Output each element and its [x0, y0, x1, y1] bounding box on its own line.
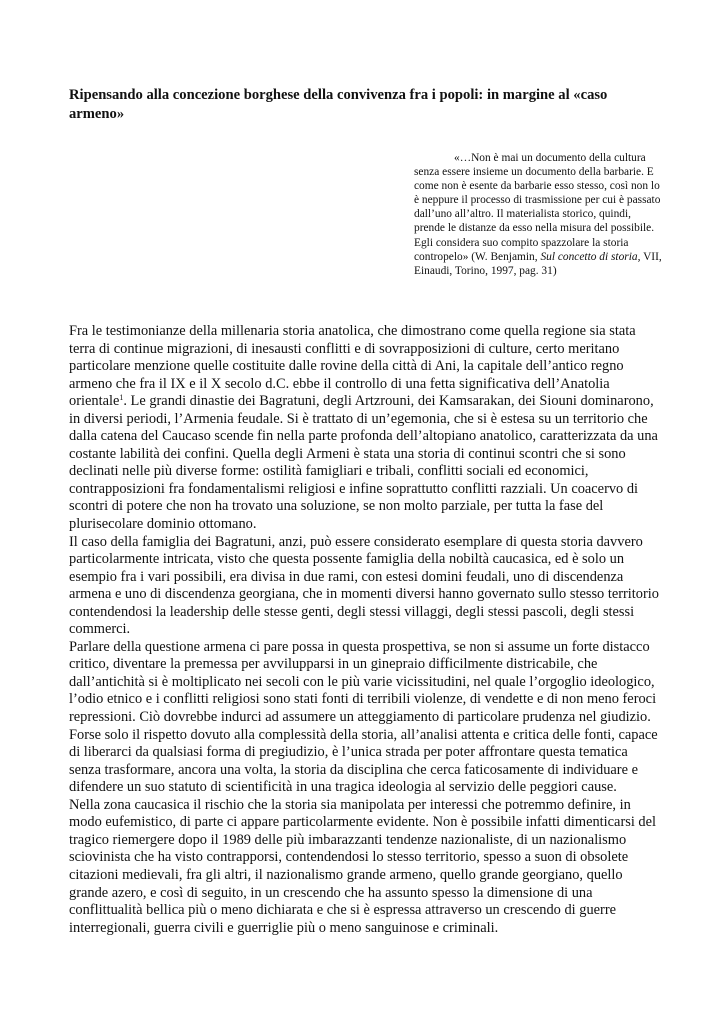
paragraph-3: Parlare della questione armena ci pare possa in questa prospettiva, se non si assume un forte distacco critico, diventare la premessa per avvilupparsi in un ginepraio difficilmente districabile, che dall’antichità si è moltiplicato nei secoli con le più varie vicissitudini, nel quale l’orgoglio ideologico, l’odio etnico e i conflitti religiosi sono stati fonti di terribili violenze, di vendette e di non meno feroci repressioni. Ciò dovrebbe indurci ad assumere un atteggiamento di particolare prudenza nel giudizio. Forse solo il rispetto dovuto alla complessità della storia, all’analisi attenta e critica delle fonti, capace di liberarci da qualsiasi forma di pregiudizio, è l’unica strada per poter affrontare questa tematica senza trasformare, ancora una volta, la storia da disciplina che cerca faticosamente di individuare e difendere un suo statuto di scientificità in una tragica ideologia al servizio delle peggiori cause. — [69, 638, 658, 796]
epigraph-text: «…Non è mai un documento della cultura senza essere insieme un documento della barbarie. E come non è esente da barbarie esso stesso, così non lo è neppure il processo di trasmissione per cui è passato dall’uno all’altro. Il materialista storico, quindi, prende le distanze da esso nella misura del possibile. Egli considera suo compito spazzolare la storia contropelo» (W. Benjamin, — [414, 152, 661, 263]
epigraph-quote — [414, 151, 664, 278]
epigraph-work-title: Sul concetto di storia, — [540, 250, 641, 263]
document-title: Ripensando alla concezione borghese della convivenza fra i popoli: in margine al «caso armeno» — [69, 87, 608, 122]
footnote-reference[interactable]: 1 — [119, 393, 124, 403]
paragraph-2: Il caso della famiglia dei Bagratuni, anzi, può essere considerato esemplare di questa storia davvero particolarmente intricata, visto che questa possente famiglia della nobiltà caucasica, ed è solo un esempio fra i vari possibili, era divisa in due rami, con estesi domini feudali, uno di discendenza armena e uno di discendenza georgiana, che in momenti diversi hanno governato sullo stesso territorio contendendosi la leadership delle stesse genti, degli stessi villaggi, degli stessi pascoli, degli stessi commerci. — [69, 533, 659, 638]
paragraph-4: Nella zona caucasica il rischio che la storia sia manipolata per interessi che potremmo definire, in modo eufemistico, di parte ci appare particolarmente evidente. Non è possibile infatti dimenticarsi del tragico riemergere dopo il 1989 delle più imbarazzanti tendenze nazionaliste, di un nazionalismo sciovinista che ha visto contrapporsi, contendendosi lo stesso territorio, spesso a suon di obsolete citazioni medievali, fra gli altri, il nazionalismo grande armeno, quello grande georgiano, quello grande azero, e così di seguito, in un crescendo che ha assunto spesso la dimensione di una conflittualità bellica più o meno dichiarata e che si è espressa attraverso un crescendo di guerre interregionali, guerra civili e guerriglie più o meno sanguinose e criminali. — [69, 796, 657, 936]
paragraph-1-text: Fra le testimonianze della millenaria storia anatolica, che dimostrano come quella regione sia stata terra di continue migrazioni, di inesausti conflitti e di sovrapposizioni di culture, certo meritano particolare menzione quelle costituite dalle rovine della città di Ani, la capitale dell’antico regno armeno che fra il IX e il X secolo d.C. ebbe il controllo di una fetta significativa dell’Anatolia orientale — [69, 323, 636, 410]
paragraph-1-text-continued: . Le grandi dinastie dei Bagratuni, degli Artzrouni, dei Kamsarakan, dei Siouni dominarono, in diversi periodi, l’Armenia feudale. Si è trattato di un’egemonia, che si è estesa su un territorio che dalla catena del Caucaso scende fin nella parte profonda dell’altopiano anatolico, caratterizzata da una costante labilità dei confini. Quella degli Armeni è stata una storia di continui scontri che si sono declinati nelle più diverse forme: ostilità famigliari e tribali, conflitti sociali ed economici, contrapposizioni fra fondamentalismi religiosi e infine soprattutto conflitti razziali. Un coacervo di scontri di potere che non ha trovato una soluzione, se non molto parziale, per tutta la fase del plurisecolare dominio ottomano. — [69, 393, 658, 533]
body-text — [69, 323, 659, 937]
epigraph-citation: VII, Einaudi, Torino, 1997, pag. 31) — [414, 250, 662, 277]
paragraph-1 — [69, 323, 659, 534]
